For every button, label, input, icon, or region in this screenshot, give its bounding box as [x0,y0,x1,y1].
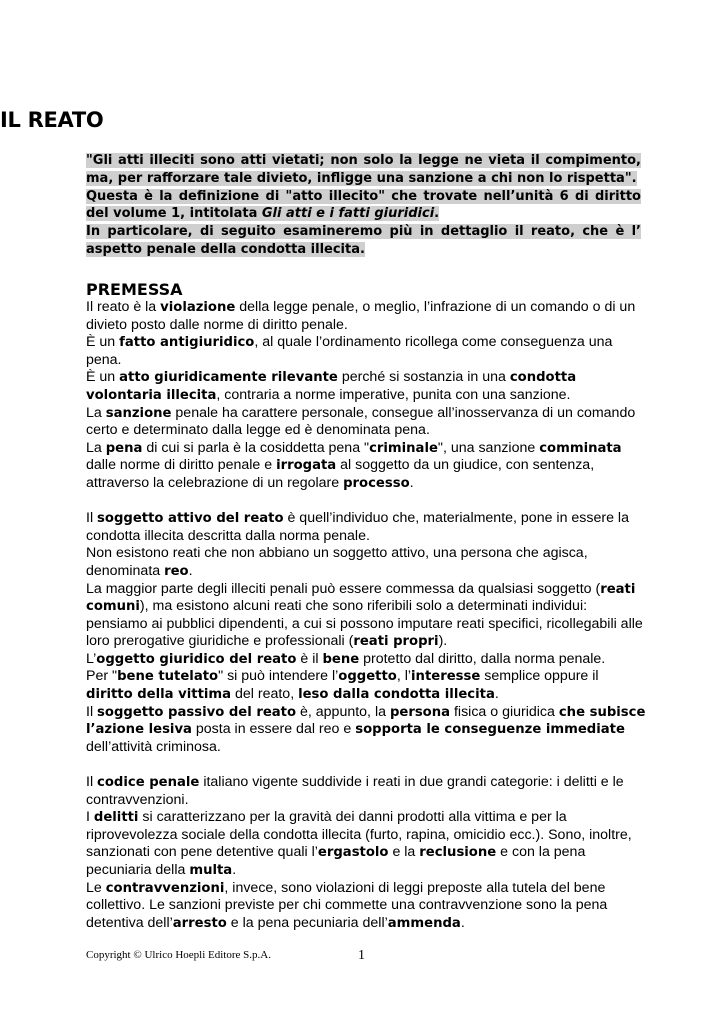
paragraph [86,545,646,580]
paragraph [86,668,646,703]
bold-term: violazione [160,300,236,315]
text-run: , invece, sono violazioni di leggi preposte alla tutela del bene collettivo. Le sanzioni previste per chi commette una contravvenzione sono la pena detentiva dell’ [86,879,608,931]
text-run: e la [388,844,420,861]
paragraph-spacer [86,756,646,774]
bold-term: reclusione [419,845,497,861]
bold-term: soggetto passivo del reato [97,704,297,720]
bold-term: reo [164,563,189,579]
text-run: La maggior parte degli illeciti penali può essere commessa da qualsiasi soggetto ( [86,580,601,597]
paragraph [86,651,646,669]
text-run: L’ [86,650,97,667]
bold-term: pena [105,440,143,456]
bold-term: oggetto [338,669,397,685]
text-run: . [494,686,499,703]
text-run: ), ma esistono alcuni reati che sono riferibili solo a determinati individui: pensiamo ai pubblici dipendenti, a cui si possono imputare reati specifici, ricollegabili alle loro prerogative giuridiche e professionali ( [86,598,643,650]
text-run: , l’ [396,668,412,685]
bold-term: reati comuni [86,581,636,615]
bold-term: multa [189,863,233,878]
paragraph [86,880,646,933]
bold-term: contravvenzioni [105,880,225,896]
text-run: ). [438,633,448,650]
text-run: e con la pena pecuniaria della [86,844,586,878]
text-run: italiano vigente suddivide i reati in due grandi categorie: i delitti e le contravvenzioni. [86,774,624,808]
text-run: è quell’individuo che, materialmente, pone in essere la condotta illecita descritta dalla norma penale. [86,510,629,544]
paragraph [86,369,646,404]
bold-term: atto giuridicamente rilevante [119,370,338,386]
bold-term: arresto [172,915,227,931]
bold-term: bene [322,651,360,667]
bold-term: sanzione [105,405,172,421]
paragraph [86,809,646,879]
text-run: si caratterizzano per la gravità dei danni prodotti alla vittima e per la riprovevolezza sociale della condotta illecita (furto, rapina, omicidio ecc.). Sono, inoltre, sanzionati con pene detentive quali l’ [86,809,632,861]
text-run: . [409,474,414,491]
bold-term: persona [389,704,451,720]
text-run: protetto dal diritto, dalla norma penale. [359,650,606,667]
paragraph [86,774,646,809]
text-run: di cui si parla è la cosiddetta pena " [142,439,370,456]
bold-term: oggetto giuridico del reato [96,651,297,667]
page-number: 1 [358,948,365,963]
text-run: della legge penale, o meglio, l’infrazione di un comando o di un divieto posto dalle norme di diritto penale. [86,299,636,333]
intro-quote: "Gli atti illeciti sono atti vietati; non solo la legge ne vieta il compimento, ma, per rafforzare tale divieto, infligge una sanzione a chi non lo rispetta". [86,153,641,186]
bold-term: processo [343,475,410,491]
page-title: IL REATO [0,108,104,132]
text-run: fisica o giuridica [450,703,559,720]
text-run: è il [296,650,323,667]
bold-term: ergastolo [317,845,389,861]
paragraph [86,405,646,440]
bold-term: interesse [411,669,481,685]
text-run: " si può intendere l’ [218,668,339,685]
paragraph [86,440,646,493]
text-run: Le [86,879,106,896]
text-run: Il [86,510,98,527]
text-run: È un [86,369,120,386]
text-run: dell’attività criminosa. [86,738,221,755]
text-run: Il reato è la [86,299,161,315]
text-run: I [86,809,94,826]
text-run: , al quale l’ordinamento ricollega come conseguenza una pena. [86,334,613,368]
intro-definition-text: Questa è la definizione di "atto illecito" che trovate nell’unità 6 di diritto del volume 1, intitolata [86,188,641,222]
bold-term: comminata [539,440,622,456]
text-run: , contraria a norme imperative, punita con una sanzione. [216,386,571,403]
bold-term: condotta volontaria illecita [86,370,577,403]
text-run: . [460,914,465,931]
bold-term: soggetto attivo del reato [97,511,284,527]
bold-term: reati propri [353,634,439,650]
text-run: semplice oppure il [480,668,599,685]
paragraph-spacer [86,493,646,511]
bold-term: criminale [369,440,438,456]
bold-term: fatto antigiuridico [119,335,255,351]
premessa-text [86,299,646,932]
paragraph [86,299,646,334]
text-run: posta in essere dal reo e [191,721,356,738]
paragraph [86,334,646,369]
text-run: . [188,562,193,579]
bold-term: codice penale [97,775,200,791]
text-run: penale ha carattere personale, consegue all’inosservanza di un comando certo e determinato dalla legge ed è denominata pena. [86,404,636,439]
text-run: dalle norme di diritto penale e [86,457,277,474]
bold-term: leso dalla condotta illecita [298,687,495,703]
intro-definition-title: Gli atti e i fatti giuridici [261,206,435,222]
bold-term: delitti [93,810,139,826]
bold-term: diritto della vittima [86,687,232,703]
intro-definition-end: . [434,206,440,222]
intro-definition [86,189,641,222]
text-run: al soggetto da un giudice, con sentenza, attraverso la celebrazione di un regolare [86,457,595,491]
text-run: del reato, [231,686,299,703]
paragraph [86,704,646,757]
text-run: Il [86,703,98,720]
paragraph [86,510,646,545]
bold-term: ammenda [387,915,461,931]
bold-term: irrogata [276,458,337,474]
copyright-footer: Copyright © Ulrico Hoepli Editore S.p.A. [86,949,271,961]
text-run: Non esistono reati che non abbiano un soggetto attivo, una persona che agisca, denominata [86,545,588,579]
section-heading-premessa: PREMESSA [86,280,183,299]
bold-term: sopporta le conseguenze immediate [355,722,625,738]
intro-highlighted-block [86,152,641,259]
text-run: Il [86,774,98,791]
paragraph [86,581,646,651]
text-run: La [86,404,106,421]
intro-particulars: In particolare, di seguito esamineremo più in dettaglio il reato, che è l’ aspetto penale della condotta illecita. [86,224,641,257]
text-run: è, appunto, la [296,703,390,720]
text-run: Per " [86,668,118,685]
text-run: La [86,439,106,456]
text-run: È un [86,334,120,351]
text-run: e la pena pecuniaria dell’ [226,914,388,931]
text-run: perché si sostanzia in una [337,369,510,386]
text-run: ", una sanzione [437,439,540,456]
text-run: . [232,862,237,878]
bold-term: che subisce l’azione lesiva [86,704,646,738]
bold-term: bene tutelato [117,669,219,685]
